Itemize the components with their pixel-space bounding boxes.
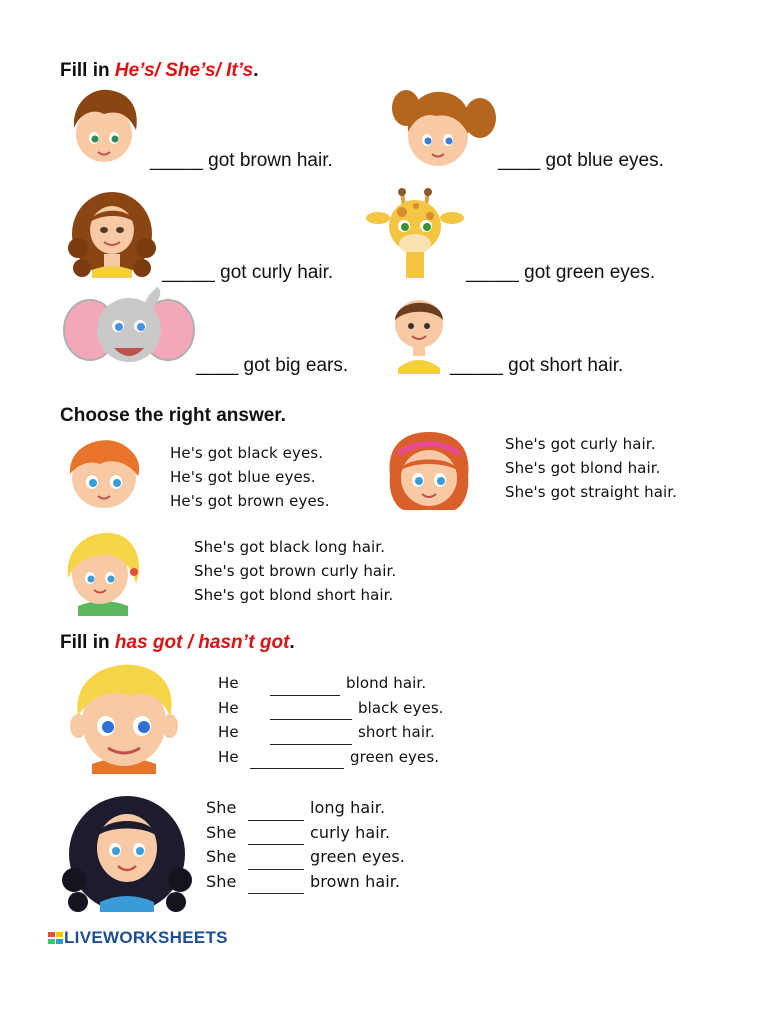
girl-pigtails-icon — [390, 80, 496, 172]
boy-short-hair-icon — [388, 290, 450, 374]
fill-row: He black eyes. — [218, 696, 444, 721]
sentence-2: ____ got blue eyes. — [498, 150, 664, 171]
sentence-4: _____ got green eyes. — [466, 262, 656, 283]
answer-blank[interactable] — [270, 703, 352, 720]
she-fill-rows — [206, 796, 405, 894]
answer-blank[interactable]: _____ — [150, 150, 203, 171]
sentence-5: ____ got big ears. — [196, 355, 349, 376]
fill-row: She green eyes. — [206, 845, 405, 870]
fill-row: She long hair. — [206, 796, 405, 821]
answer-blank[interactable]: _____ — [450, 355, 503, 376]
answer-option[interactable]: He's got blue eyes. — [170, 468, 316, 486]
answer-option[interactable]: He's got brown eyes. — [170, 492, 330, 510]
he-fill-rows — [218, 671, 444, 769]
answer-options-2 — [505, 432, 677, 504]
answer-option[interactable]: She's got brown curly hair. — [194, 562, 397, 580]
fill-row: He green eyes. — [218, 745, 444, 770]
answer-blank[interactable]: ____ — [498, 150, 541, 171]
giraffe-icon — [366, 188, 464, 280]
answer-option[interactable]: She's got black long hair. — [194, 538, 386, 556]
girl-blond-hair-icon — [60, 526, 146, 616]
answer-blank[interactable] — [270, 728, 352, 745]
sentence-6: _____ got short hair. — [450, 355, 624, 376]
answer-options-3 — [194, 535, 396, 607]
fill-row: He short hair. — [218, 720, 444, 745]
fill-row: She brown hair. — [206, 870, 405, 895]
answer-blank[interactable]: _____ — [162, 262, 215, 283]
answer-blank[interactable] — [248, 828, 304, 845]
elephant-icon — [62, 284, 196, 376]
answer-blank[interactable] — [248, 877, 304, 894]
boy-orange-hair-icon — [64, 434, 144, 512]
liveworksheets-logo — [48, 928, 228, 948]
answer-options-1 — [170, 441, 330, 513]
answer-blank[interactable] — [248, 804, 304, 821]
answer-option[interactable]: She's got blond hair. — [505, 459, 661, 477]
answer-option[interactable]: She's got straight hair. — [505, 483, 678, 501]
black-hair-girl-icon — [60, 790, 194, 912]
girl-headband-icon — [382, 428, 476, 514]
answer-blank[interactable]: _____ — [466, 262, 519, 283]
boy-brown-hair-icon — [62, 84, 146, 168]
fill-row: She curly hair. — [206, 821, 405, 846]
sentence-1: _____ got brown hair. — [150, 150, 333, 171]
section1-title: Fill in He’s/ She’s/ It’s. — [60, 60, 259, 81]
logo-text: LIVEWORKSHEETS — [64, 928, 228, 947]
girl-curly-hair-icon — [66, 186, 158, 278]
answer-blank[interactable] — [270, 679, 340, 696]
section3-title: Fill in has got / hasn’t got. — [60, 632, 295, 653]
logo-mark-icon — [48, 930, 64, 946]
answer-option[interactable]: She's got blond short hair. — [194, 586, 394, 604]
sentence-3: _____ got curly hair. — [162, 262, 334, 283]
answer-blank[interactable] — [250, 752, 344, 769]
answer-option[interactable]: She's got curly hair. — [505, 435, 656, 453]
answer-blank[interactable]: ____ — [196, 355, 239, 376]
section2-title: Choose the right answer. — [60, 405, 286, 426]
fill-row: He blond hair. — [218, 671, 444, 696]
answer-option[interactable]: He's got black eyes. — [170, 444, 324, 462]
blond-boy-icon — [64, 660, 184, 774]
answer-blank[interactable] — [248, 853, 304, 870]
